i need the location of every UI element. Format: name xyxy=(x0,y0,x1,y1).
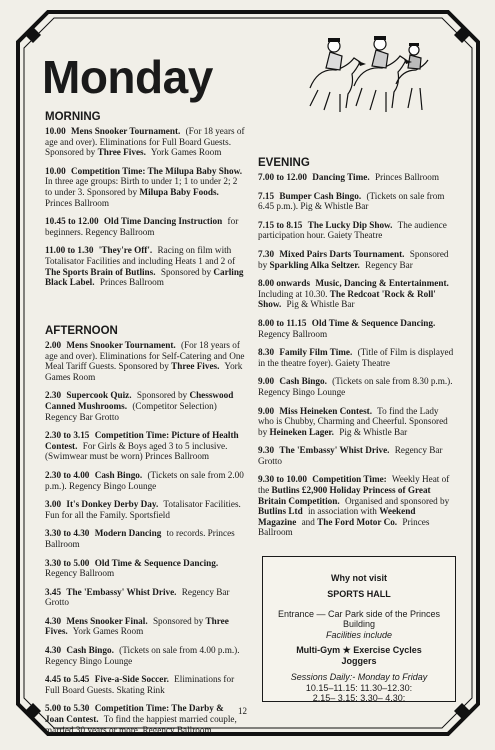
event-description: for beginners. Regency Ballroom xyxy=(45,216,239,237)
event-description: Including at 10.30. xyxy=(258,288,328,299)
event-title: Mens Snooker Tournament. xyxy=(70,126,181,136)
afternoon-event-entry xyxy=(45,616,245,637)
event-description: The audience participation hour. Gaiety Theatre xyxy=(258,219,447,241)
event-sponsor: The Sports Brain of Butlins. xyxy=(45,266,156,277)
event-time: 3.45 xyxy=(45,586,62,597)
afternoon-event-entry xyxy=(45,430,245,462)
event-time: 8.00 to 11.15 xyxy=(258,317,307,328)
event-time: 9.00 xyxy=(258,405,275,416)
evening-event-entry xyxy=(258,278,456,310)
event-title: Competition Time: Picture of Health Contest. xyxy=(45,430,239,451)
event-sponsor: Heineken Lager. xyxy=(269,426,334,437)
afternoon-event-entry xyxy=(45,470,245,491)
event-title: Music, Dancing & Entertainment. xyxy=(315,278,449,289)
event-location: Sponsored by xyxy=(160,266,212,277)
event-description: Totalisator Facilities. Fun for all the Family. Sportsfield xyxy=(45,499,241,520)
afternoon-event-entry xyxy=(45,558,245,579)
event-title: Five-a-Side Soccer. xyxy=(94,674,169,685)
event-sponsor: Three Fives. xyxy=(45,615,229,637)
event-description: (For 18 years of age and over). Eliminations for Self-Catering and One Meal Tariff Guests. Sponsored by xyxy=(45,340,245,372)
event-location: York Games Room xyxy=(72,626,144,637)
event-time: 10.45 to 12.00 xyxy=(45,216,99,227)
event-location: and xyxy=(301,516,315,527)
event-sponsor: The Ford Motor Co. xyxy=(317,516,398,527)
afternoon-event-entry xyxy=(45,340,245,382)
event-time: 5.00 to 5.30 xyxy=(45,703,90,714)
corner-ornament xyxy=(25,27,41,43)
event-description: In three age groups: Birth to under 1; 1 to under 2; 2 to under 3. Sponsored by xyxy=(45,176,238,197)
event-location: Organised and sponsored by xyxy=(344,495,450,506)
afternoon-event-entry xyxy=(45,499,245,520)
event-title: Old Time & Sequence Dancing. xyxy=(94,557,219,568)
event-time: 3.00 xyxy=(45,499,62,510)
horse-racing-illustration xyxy=(300,28,432,116)
event-sponsor: Butlins £2,900 Holiday Princess of Great Britain Competition. xyxy=(258,485,431,506)
event-description: Sponsored by xyxy=(258,248,449,270)
event-description: (Tickets on sale from 4.00 p.m.). Regency Bingo Lounge xyxy=(45,645,240,666)
event-location: Pig & Whistle Bar xyxy=(286,299,355,310)
event-title: The 'Embassy' Whist Drive. xyxy=(66,586,177,597)
event-time: 9.30 to 10.00 xyxy=(258,474,307,485)
event-sponsor: Three Fives. xyxy=(171,361,220,372)
event-description: (Title of Film is displayed in the theatre foyer). Gaiety Theatre xyxy=(258,347,454,368)
afternoon-event-entry xyxy=(45,587,245,608)
event-title: Mens Snooker Tournament. xyxy=(66,340,176,350)
evening-heading: EVENING xyxy=(258,157,310,169)
event-sponsor: The Redcoat 'Rock & Roll' Show. xyxy=(258,288,436,310)
event-sponsor: Chesswood Canned Mushrooms. xyxy=(45,390,234,411)
corner-ornament xyxy=(25,703,41,719)
event-location: Princes Ballroom xyxy=(258,516,430,538)
sports-box-joggers: Joggers xyxy=(341,656,377,666)
event-sponsor: Three Fives. xyxy=(97,147,146,158)
event-time: 3.30 to 4.30 xyxy=(45,528,90,539)
event-location: Princes Ballroom xyxy=(45,197,110,208)
morning-event-entry xyxy=(45,126,245,158)
event-title: Cash Bingo. xyxy=(279,376,327,387)
event-title: Old Time & Sequence Dancing. xyxy=(311,317,436,328)
event-time: 8.00 onwards xyxy=(258,278,311,289)
event-description: Weekly Heat of the xyxy=(258,474,450,496)
event-description: Princes Ballroom xyxy=(374,172,440,182)
event-title: Mixed Pairs Darts Tournament. xyxy=(279,248,405,259)
event-description: (Tickets on sale from 8.30 p.m.). Regency Bingo Lounge xyxy=(258,376,453,397)
evening-event-entry xyxy=(258,191,456,212)
afternoon-section xyxy=(45,325,245,743)
event-description: Sponsored by xyxy=(136,390,188,401)
event-time: 7.15 xyxy=(258,190,275,201)
sports-box-entrance: Entrance — Car Park side of the Princes Building xyxy=(277,609,441,629)
sports-box-sessions-morning: 10.15–11.15: 11.30–12.30: xyxy=(305,683,413,693)
morning-event-entry xyxy=(45,245,245,287)
evening-event-entry xyxy=(258,406,456,438)
event-time: 4.30 xyxy=(45,615,62,626)
event-time: 9.30 xyxy=(258,445,275,456)
event-title: Modern Dancing xyxy=(94,528,162,539)
event-title: Supercook Quiz. xyxy=(66,390,132,401)
event-title: Cash Bingo. xyxy=(94,469,143,480)
event-title: Competition Time: The Milupa Baby Show. xyxy=(70,165,242,176)
afternoon-event-entry xyxy=(45,528,245,549)
morning-event-entry xyxy=(45,216,245,237)
event-title: Dancing Time. xyxy=(312,172,370,182)
evening-event-entry xyxy=(258,172,456,183)
afternoon-event-entry xyxy=(45,390,245,422)
event-time: 4.45 to 5.45 xyxy=(45,674,90,685)
event-description: Sponsored by xyxy=(152,615,204,626)
afternoon-heading: AFTERNOON xyxy=(45,325,118,337)
event-title: Competition Time: xyxy=(312,474,387,485)
sports-box-intro: Why not visit xyxy=(331,573,387,583)
event-title: Bumper Cash Bingo. xyxy=(279,190,362,201)
event-description: Eliminations for Full Board Guests. Skating Rink xyxy=(45,674,235,695)
event-title: The Lucky Dip Show. xyxy=(307,219,393,230)
event-time: 3.30 to 5.00 xyxy=(45,557,90,568)
sports-box-facilities: Multi-Gym ★ Exercise Cycles xyxy=(296,645,422,655)
event-title: Cash Bingo. xyxy=(66,645,114,656)
event-sponsor: Milupa Baby Foods. xyxy=(139,186,219,197)
event-description: Regency Bar Grotto xyxy=(258,445,443,466)
event-description: to records. Princes Ballroom xyxy=(45,528,235,549)
event-location: Princes Ballroom xyxy=(99,277,164,288)
event-time: 10.00 xyxy=(45,165,66,176)
event-time: 2.30 xyxy=(45,390,62,401)
page-title: Monday xyxy=(42,51,213,103)
sports-box-sessions-afternoon: 2.15– 3.15: 3.30– 4.30: xyxy=(312,693,406,703)
event-description: Regency Bar Grotto xyxy=(45,586,230,608)
morning-list xyxy=(45,126,245,288)
event-description: (Tickets on sale from 6.45 p.m.). Pig & Whistle Bar xyxy=(258,190,445,212)
event-description: Regency Ballroom xyxy=(45,568,115,579)
event-description: To find the Lady who is Chubby, Charming and Cheerful. Sponsored by xyxy=(258,405,448,437)
sports-box-title: SPORTS HALL xyxy=(327,589,391,599)
event-location: (Competitor Selection) Regency Bar Grotto xyxy=(45,400,217,422)
event-time: 7.30 xyxy=(258,248,275,259)
event-time: 11.00 to 1.30 xyxy=(45,245,94,256)
afternoon-event-entry xyxy=(45,645,245,666)
event-sponsor: Weekend Magazine xyxy=(258,506,416,527)
morning-section xyxy=(45,111,245,296)
event-title: Miss Heineken Contest. xyxy=(279,405,373,416)
event-sponsor: Butlins Ltd xyxy=(258,506,303,517)
evening-list xyxy=(258,172,456,538)
event-location: Regency Bar xyxy=(365,259,413,270)
event-description: To find the happiest married couple, married 30 years or more. Regency Ballroom xyxy=(45,714,237,735)
event-description: (For 18 years of age and over). Eliminations for Full Board Guests. Sponsored by xyxy=(45,126,245,158)
event-location: in association with xyxy=(307,506,377,517)
event-sponsor: Carling Black Label. xyxy=(45,266,244,288)
event-time: 2.30 to 4.00 xyxy=(45,469,90,480)
event-time: 10.00 xyxy=(45,126,66,136)
sports-box-facilities-label: Facilities include xyxy=(325,630,393,640)
event-description: Regency Ballroom xyxy=(258,328,328,339)
event-title: Competition Time: The Darby & Joan Contest. xyxy=(45,703,224,725)
evening-event-entry xyxy=(258,220,456,241)
event-location: York Games Room xyxy=(150,147,222,158)
event-time: 4.30 xyxy=(45,645,62,656)
event-time: 8.30 xyxy=(258,347,275,358)
event-description: (Tickets on sale from 2.00 p.m.). Regency Bingo Lounge xyxy=(45,469,244,491)
event-title: Mens Snooker Final. xyxy=(66,615,148,626)
event-description: For Girls & Boys aged 3 to 5 inclusive. (Swimwear must be worn) Princes Ballroom xyxy=(45,440,228,462)
evening-event-entry xyxy=(258,376,456,397)
page-number: 12 xyxy=(238,706,247,716)
event-time: 2.00 xyxy=(45,340,62,350)
sports-hall-box xyxy=(262,556,456,702)
evening-event-entry xyxy=(258,318,456,339)
event-time: 2.30 to 3.15 xyxy=(45,430,90,441)
evening-section xyxy=(258,157,456,546)
afternoon-event-entry xyxy=(45,703,245,735)
afternoon-list xyxy=(45,340,245,735)
event-title: 'They're Off'. xyxy=(98,245,153,256)
event-time: 7.15 to 8.15 xyxy=(258,219,303,230)
evening-event-entry xyxy=(258,474,456,538)
event-location: York Games Room xyxy=(45,361,243,382)
event-time: 9.00 xyxy=(258,376,275,387)
event-location: Pig & Whistle Bar xyxy=(339,426,408,437)
event-title: The 'Embassy' Whist Drive. xyxy=(279,445,390,456)
morning-heading: MORNING xyxy=(45,111,101,123)
evening-event-entry xyxy=(258,445,456,466)
event-title: It's Donkey Derby Day. xyxy=(66,499,159,510)
evening-event-entry xyxy=(258,249,456,270)
event-title: Old Time Dancing Instruction xyxy=(103,216,223,227)
evening-event-entry xyxy=(258,347,456,368)
event-sponsor: Sparkling Alka Seltzer. xyxy=(269,259,360,270)
sports-box-sessions-label: Sessions Daily:- Monday to Friday xyxy=(290,672,428,682)
afternoon-event-entry xyxy=(45,674,245,695)
event-time: 7.00 to 12.00 xyxy=(258,172,307,182)
morning-event-entry xyxy=(45,166,245,208)
event-description: Racing on film with Totalisator Facilities and including Heats 1 and 2 of xyxy=(45,245,236,266)
event-title: Family Film Time. xyxy=(279,347,353,358)
